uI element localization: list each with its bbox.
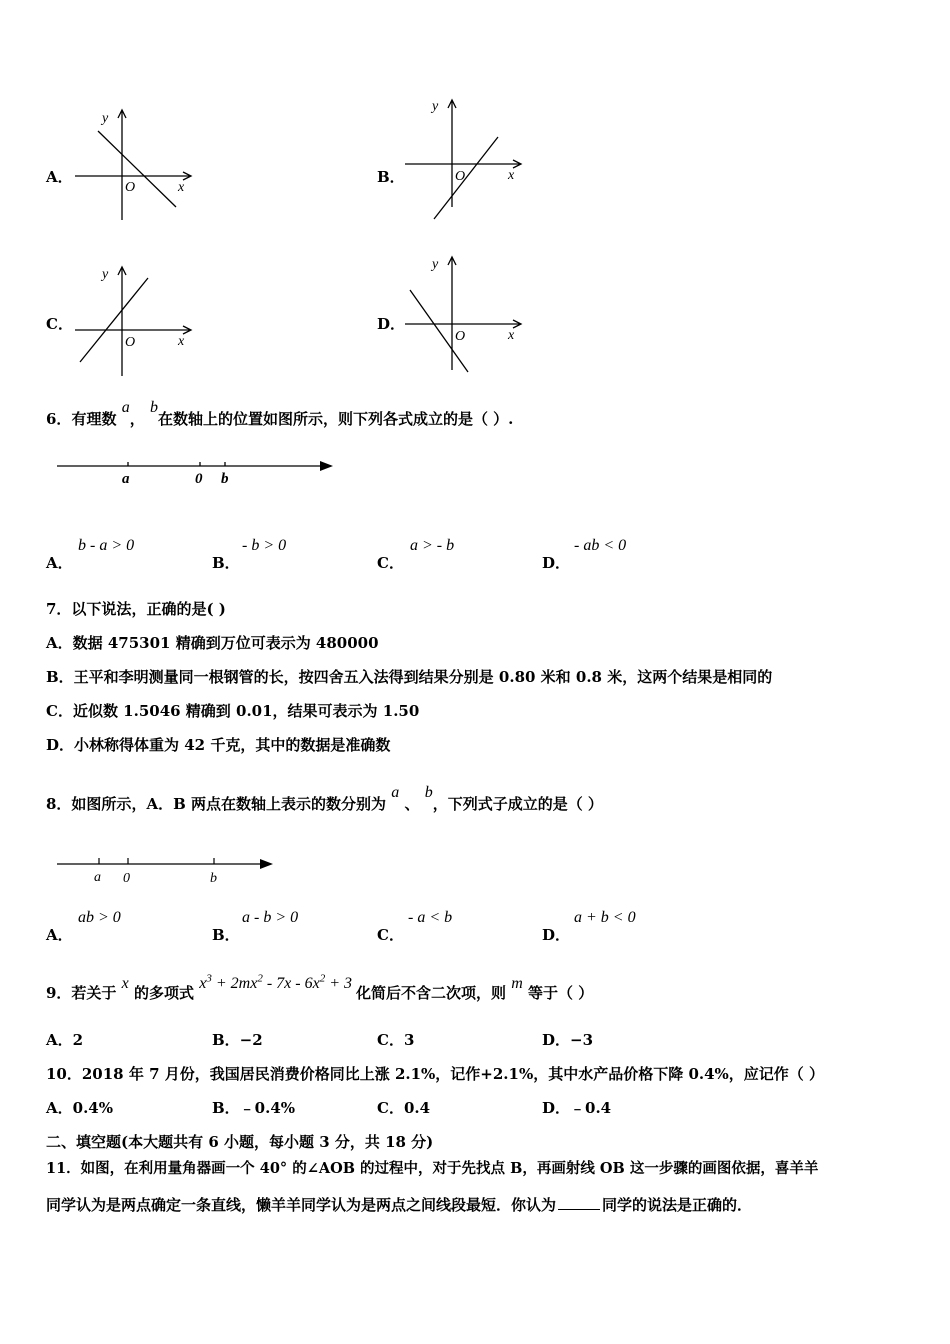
q8-option-b-expr: a - b > 0 bbox=[242, 909, 299, 926]
q5-graph-c bbox=[70, 262, 200, 380]
q5-a-x-label: x bbox=[178, 180, 185, 195]
q5-d-origin: O bbox=[455, 329, 466, 344]
q6-axis-zero: 0 bbox=[195, 471, 203, 487]
q5-b-origin: O bbox=[455, 169, 466, 184]
q5-a-y-label: y bbox=[102, 111, 109, 126]
q11-line2: 同学认为是两点确定一条直线，懒羊羊同学认为是两点之间线段最短．你认为 同学的说法是正确的． bbox=[46, 1196, 753, 1214]
q6-option-d-expr: - ab < 0 bbox=[574, 537, 627, 554]
q6-stem: 6．有理数 a， b在数轴上的位置如图所示，则下列各式成立的是（ ）. bbox=[46, 399, 514, 428]
q5-c-origin: O bbox=[125, 335, 136, 350]
q7-option-d: D．小林称得体重为 42 千克，其中的数据是准确数 bbox=[46, 736, 391, 754]
q11-line1: 11．如图，在利用量角器画一个 40° 的∠AOB 的过程中，对于先找点 B，再画射线 OB 这一步骤的画图依据，喜羊羊 bbox=[46, 1160, 819, 1177]
q6-axis-a: a bbox=[122, 471, 130, 487]
q8-axis-a: a bbox=[94, 870, 101, 885]
q7-stem: 7．以下说法，正确的是( ) bbox=[46, 600, 226, 618]
q5-d-x-label: x bbox=[508, 328, 515, 343]
q5-a-origin: O bbox=[125, 180, 136, 195]
q8-option-a-expr: ab > 0 bbox=[78, 909, 121, 926]
q8-axis-b: b bbox=[210, 871, 217, 886]
q5-b-x-label: x bbox=[508, 168, 515, 183]
q9-polynomial: $x^3 + 2mx^2 - 7x - 6x^2 + 3$ bbox=[199, 972, 352, 992]
q8-option-c-expr: - a < b bbox=[408, 909, 453, 926]
q5-c-x-label: x bbox=[178, 334, 185, 349]
q6-var-b: b bbox=[149, 399, 158, 416]
q7-option-a: A．数据 475301 精确到万位可表示为 480000 bbox=[46, 634, 379, 652]
section-2-title: 二、填空题(本大题共有 6 小题，每小题 3 分，共 18 分) bbox=[46, 1133, 434, 1151]
q5-graph-b bbox=[400, 95, 530, 225]
q6-var-a: a bbox=[121, 399, 130, 416]
q9-var-x: x bbox=[121, 975, 129, 992]
q7-option-b: B．王平和李明测量同一根钢管的长，按四舍五入法得到结果分别是 0.80 米和 0.8 米，这两个结果是相同的 bbox=[46, 668, 773, 686]
q6-option-a-expr: b - a > 0 bbox=[78, 537, 135, 554]
q8-axis-zero: 0 bbox=[123, 871, 130, 886]
q11-answer-blank[interactable] bbox=[558, 1209, 600, 1210]
q5-option-c-label: C． bbox=[46, 315, 73, 333]
q6-option-b-expr: - b > 0 bbox=[242, 537, 287, 554]
q7-option-c: C．近似数 1.5046 精确到 0.01，结果可表示为 1.50 bbox=[46, 702, 420, 720]
q8-option-d-expr: a + b < 0 bbox=[574, 909, 636, 926]
q6-option-c-expr: a > - b bbox=[410, 537, 455, 554]
q5-option-d-label: D． bbox=[377, 315, 406, 333]
q5-graph-d bbox=[400, 252, 530, 374]
q6-axis-b: b bbox=[221, 471, 229, 487]
q8-number-line bbox=[55, 854, 280, 888]
q5-graph-a bbox=[70, 105, 200, 225]
q5-b-y-label: y bbox=[432, 99, 439, 114]
q6-number-line bbox=[55, 456, 340, 490]
q8-var-b: b bbox=[424, 784, 433, 801]
q5-option-b-label: B． bbox=[377, 168, 405, 186]
q9-stem: 9．若关于 x 的多项式 $x^3 + 2mx^2 - 7x - 6x^2 + 3$ 化简后不含二次项，则 m 等于（ ） bbox=[46, 972, 594, 1002]
q9-var-m: m bbox=[511, 975, 523, 992]
q8-stem: 8．如图所示，A．B 两点在数轴上表示的数分别为 a 、 b，下列式子成立的是（ ） bbox=[46, 784, 603, 813]
q5-option-a-label: A． bbox=[46, 168, 73, 186]
q10-stem: 10．2018 年 7 月份，我国居民消费价格同比上涨 2.1%，记作+2.1%，其中水产品价格下降 0.4%，应记作（ ） bbox=[46, 1065, 825, 1083]
q5-d-y-label: y bbox=[432, 257, 439, 272]
q8-var-a: a bbox=[391, 784, 400, 801]
q5-c-y-label: y bbox=[102, 267, 109, 282]
